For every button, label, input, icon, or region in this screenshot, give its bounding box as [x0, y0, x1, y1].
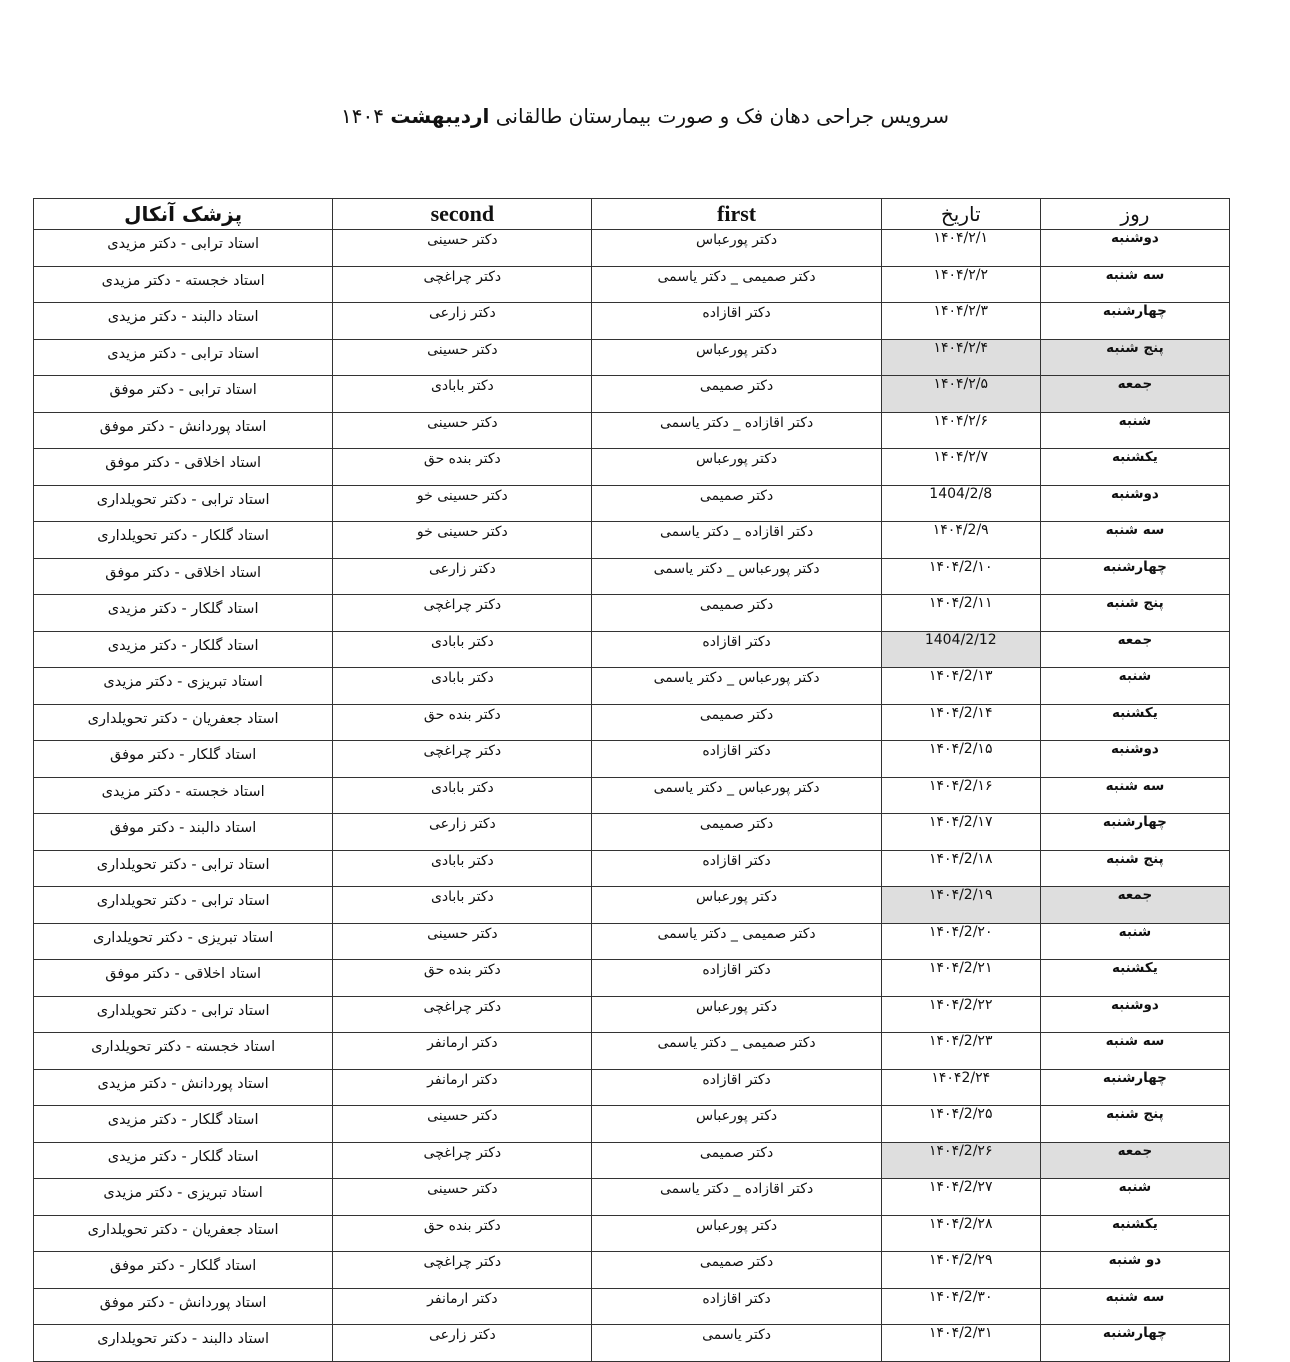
date-cell: ۱۴۰۴/2/۱۶	[881, 777, 1040, 814]
header-attending: پزشک آنکال	[34, 199, 333, 230]
date-cell: ۱۴۰۴/2/۱۳	[881, 668, 1040, 705]
attending-cell: استاد پوردانش - دکتر موفق	[34, 412, 333, 449]
second-cell: دکتر زارعی	[333, 814, 592, 851]
date-cell: ۱۴۰۴/2/۱۷	[881, 814, 1040, 851]
second-cell: دکتر چراغچی	[333, 595, 592, 632]
second-cell: دکتر بابادی	[333, 777, 592, 814]
second-cell: دکتر بابادی	[333, 631, 592, 668]
first-cell: دکتر پورعباس	[592, 449, 881, 486]
day-cell: پنج شنبه	[1040, 1106, 1229, 1143]
second-cell: دکتر چراغچی	[333, 741, 592, 778]
first-cell: دکتر صمیمی	[592, 376, 881, 413]
table-row	[34, 668, 1230, 705]
table-row	[34, 960, 1230, 997]
day-cell: سه شنبه	[1040, 1288, 1229, 1325]
first-cell: دکتر صمیمی	[592, 595, 881, 632]
first-cell: دکتر اقازاده	[592, 850, 881, 887]
date-cell: ۱۴۰۴/2/۱۸	[881, 850, 1040, 887]
header-date: تاریخ	[881, 199, 1040, 230]
table-row	[34, 412, 1230, 449]
second-cell: دکتر چراغچی	[333, 1142, 592, 1179]
attending-cell: استاد خجسته - دکتر مزیدی	[34, 266, 333, 303]
day-cell: شنبه	[1040, 1179, 1229, 1216]
first-cell: دکتر اقازاده _ دکتر یاسمی	[592, 1179, 881, 1216]
table-row	[34, 303, 1230, 340]
first-cell: دکتر صمیمی _ دکتر یاسمی	[592, 923, 881, 960]
first-cell: دکتر یاسمی	[592, 1325, 881, 1362]
second-cell: دکتر بنده حق	[333, 704, 592, 741]
first-cell: دکتر صمیمی	[592, 1142, 881, 1179]
table-row	[34, 777, 1230, 814]
attending-cell: استاد اخلاقی - دکتر موفق	[34, 558, 333, 595]
attending-cell: استاد گلکار - دکتر موفق	[34, 741, 333, 778]
table-row	[34, 230, 1230, 267]
first-cell: دکتر اقازاده	[592, 1288, 881, 1325]
date-cell: 1404/2/12	[881, 631, 1040, 668]
attending-cell: استاد پوردانش - دکتر موفق	[34, 1288, 333, 1325]
header-day: روز	[1040, 199, 1229, 230]
table-row	[34, 1142, 1230, 1179]
table-row	[34, 1288, 1230, 1325]
day-cell: دوشنبه	[1040, 485, 1229, 522]
day-cell: چهارشنبه	[1040, 303, 1229, 340]
day-cell: سه شنبه	[1040, 522, 1229, 559]
date-cell: ۱۴۰۴/2/۹	[881, 522, 1040, 559]
table-row	[34, 485, 1230, 522]
table-row	[34, 631, 1230, 668]
table-row	[34, 850, 1230, 887]
title-year: ۱۴۰۴	[341, 104, 391, 128]
first-cell: دکتر پورعباس _ دکتر یاسمی	[592, 558, 881, 595]
first-cell: دکتر صمیمی _ دکتر یاسمی	[592, 266, 881, 303]
first-cell: دکتر اقازاده	[592, 303, 881, 340]
table-row	[34, 339, 1230, 376]
first-cell: دکتر پورعباس _ دکتر یاسمی	[592, 777, 881, 814]
date-cell: ۱۴۰۴/2/۲۱	[881, 960, 1040, 997]
day-cell: شنبه	[1040, 923, 1229, 960]
attending-cell: استاد تبریزی - دکتر تحویلداری	[34, 923, 333, 960]
day-cell: چهارشنبه	[1040, 814, 1229, 851]
date-cell: ۱۴۰۴/2/۲۶	[881, 1142, 1040, 1179]
first-cell: دکتر صمیمی	[592, 814, 881, 851]
date-cell: ۱۴۰۴/۲/۷	[881, 449, 1040, 486]
day-cell: سه شنبه	[1040, 1033, 1229, 1070]
second-cell: دکتر بابادی	[333, 850, 592, 887]
day-cell: جمعه	[1040, 631, 1229, 668]
first-cell: دکتر اقازاده	[592, 631, 881, 668]
attending-cell: استاد ترابی - دکتر مزیدی	[34, 339, 333, 376]
date-cell: ۱۴۰۴/2/۲۳	[881, 1033, 1040, 1070]
second-cell: دکتر ارمانفر	[333, 1069, 592, 1106]
table-row	[34, 1325, 1230, 1362]
date-cell: ۱۴۰۴/۲/۴	[881, 339, 1040, 376]
first-cell: دکتر اقازاده	[592, 741, 881, 778]
table-row	[34, 522, 1230, 559]
header-row	[34, 199, 1230, 230]
date-cell: ۱۴۰۴/۲/۳	[881, 303, 1040, 340]
date-cell: 1404/2/8	[881, 485, 1040, 522]
second-cell: دکتر ارمانفر	[333, 1288, 592, 1325]
first-cell: دکتر پورعباس	[592, 230, 881, 267]
attending-cell: استاد ترابی - دکتر تحویلداری	[34, 850, 333, 887]
second-cell: دکتر زارعی	[333, 1325, 592, 1362]
date-cell: ۱۴۰۴/2/۲۸	[881, 1215, 1040, 1252]
second-cell: دکتر ارمانفر	[333, 1033, 592, 1070]
attending-cell: استاد پوردانش - دکتر مزیدی	[34, 1069, 333, 1106]
attending-cell: استاد تبریزی - دکتر مزیدی	[34, 1179, 333, 1216]
second-cell: دکتر بنده حق	[333, 960, 592, 997]
first-cell: دکتر صمیمی	[592, 704, 881, 741]
attending-cell: استاد گلکار - دکتر موفق	[34, 1252, 333, 1289]
table-row	[34, 376, 1230, 413]
first-cell: دکتر اقازاده	[592, 960, 881, 997]
attending-cell: استاد ترابی - دکتر تحویلداری	[34, 485, 333, 522]
table-row	[34, 449, 1230, 486]
on-call-schedule-table	[33, 198, 1230, 1362]
day-cell: یکشنبه	[1040, 449, 1229, 486]
second-cell: دکتر بابادی	[333, 887, 592, 924]
attending-cell: استاد دالبند - دکتر مزیدی	[34, 303, 333, 340]
attending-cell: استاد خجسته - دکتر مزیدی	[34, 777, 333, 814]
second-cell: دکتر زارعی	[333, 558, 592, 595]
date-cell: ۱۴۰۴2/۲۴	[881, 1069, 1040, 1106]
second-cell: دکتر چراغچی	[333, 996, 592, 1033]
day-cell: پنج شنبه	[1040, 850, 1229, 887]
date-cell: ۱۴۰۴/۲/۱	[881, 230, 1040, 267]
day-cell: دوشنبه	[1040, 741, 1229, 778]
table-row	[34, 266, 1230, 303]
first-cell: دکتر پورعباس	[592, 339, 881, 376]
table-row	[34, 887, 1230, 924]
first-cell: دکتر پورعباس _ دکتر یاسمی	[592, 668, 881, 705]
table-row	[34, 1252, 1230, 1289]
attending-cell: استاد گلکار - دکتر تحویلداری	[34, 522, 333, 559]
date-cell: ۱۴۰۴/2/۲۲	[881, 996, 1040, 1033]
table-row	[34, 741, 1230, 778]
second-cell: دکتر حسینی	[333, 339, 592, 376]
table-row	[34, 1033, 1230, 1070]
second-cell: دکتر بابادی	[333, 376, 592, 413]
table-row	[34, 558, 1230, 595]
title-month: اردیبهشت	[390, 104, 490, 128]
day-cell: دوشنبه	[1040, 230, 1229, 267]
second-cell: دکتر بنده حق	[333, 449, 592, 486]
attending-cell: استاد ترابی - دکتر مزیدی	[34, 230, 333, 267]
attending-cell: استاد تبریزی - دکتر مزیدی	[34, 668, 333, 705]
title-text: سرویس جراحی دهان فک و صورت بیمارستان طالقانی	[489, 104, 949, 128]
table-row	[34, 595, 1230, 632]
day-cell: چهارشنبه	[1040, 1325, 1229, 1362]
day-cell: چهارشنبه	[1040, 558, 1229, 595]
second-cell: دکتر بنده حق	[333, 1215, 592, 1252]
first-cell: دکتر اقازاده _ دکتر یاسمی	[592, 412, 881, 449]
date-cell: ۱۴۰۴/2/۲۷	[881, 1179, 1040, 1216]
attending-cell: استاد گلکار - دکتر مزیدی	[34, 631, 333, 668]
attending-cell: استاد گلکار - دکتر مزیدی	[34, 1106, 333, 1143]
schedule-body	[34, 230, 1230, 1362]
day-cell: سه شنبه	[1040, 777, 1229, 814]
day-cell: یکشنبه	[1040, 960, 1229, 997]
first-cell: دکتر پورعباس	[592, 996, 881, 1033]
second-cell: دکتر زارعی	[333, 303, 592, 340]
date-cell: ۱۴۰۴/۲/۲	[881, 266, 1040, 303]
date-cell: ۱۴۰۴/۲/۶	[881, 412, 1040, 449]
day-cell: جمعه	[1040, 887, 1229, 924]
second-cell: دکتر چراغچی	[333, 1252, 592, 1289]
first-cell: دکتر پورعباس	[592, 887, 881, 924]
header-first: first	[592, 199, 881, 230]
day-cell: دو شنبه	[1040, 1252, 1229, 1289]
attending-cell: استاد گلکار - دکتر مزیدی	[34, 1142, 333, 1179]
date-cell: ۱۴۰۴/2/۲۵	[881, 1106, 1040, 1143]
day-cell: پنج شنبه	[1040, 595, 1229, 632]
day-cell: شنبه	[1040, 668, 1229, 705]
attending-cell: استاد دالبند - دکتر تحویلداری	[34, 1325, 333, 1362]
first-cell: دکتر اقازاده _ دکتر یاسمی	[592, 522, 881, 559]
date-cell: ۱۴۰۴/۲/۵	[881, 376, 1040, 413]
date-cell: ۱۴۰۴/2/۲۹	[881, 1252, 1040, 1289]
second-cell: دکتر حسینی خو	[333, 522, 592, 559]
attending-cell: استاد گلکار - دکتر مزیدی	[34, 595, 333, 632]
attending-cell: استاد جعفریان - دکتر تحویلداری	[34, 704, 333, 741]
date-cell: ۱۴۰۴/2/۱۹	[881, 887, 1040, 924]
second-cell: دکتر حسینی خو	[333, 485, 592, 522]
attending-cell: استاد خجسته - دکتر تحویلداری	[34, 1033, 333, 1070]
date-cell: ۱۴۰۴/2/۳۱	[881, 1325, 1040, 1362]
second-cell: دکتر حسینی	[333, 230, 592, 267]
first-cell: دکتر صمیمی _ دکتر یاسمی	[592, 1033, 881, 1070]
second-cell: دکتر حسینی	[333, 412, 592, 449]
table-row	[34, 1215, 1230, 1252]
first-cell: دکتر صمیمی	[592, 485, 881, 522]
day-cell: چهارشنبه	[1040, 1069, 1229, 1106]
first-cell: دکتر اقازاده	[592, 1069, 881, 1106]
table-row	[34, 1069, 1230, 1106]
date-cell: ۱۴۰۴/2/۱۰	[881, 558, 1040, 595]
attending-cell: استاد اخلاقی - دکتر موفق	[34, 449, 333, 486]
table-row	[34, 1106, 1230, 1143]
day-cell: دوشنبه	[1040, 996, 1229, 1033]
second-cell: دکتر حسینی	[333, 923, 592, 960]
date-cell: ۱۴۰۴/2/۱۱	[881, 595, 1040, 632]
table-row	[34, 814, 1230, 851]
day-cell: جمعه	[1040, 376, 1229, 413]
date-cell: ۱۴۰۴/2/۲۰	[881, 923, 1040, 960]
day-cell: شنبه	[1040, 412, 1229, 449]
table-row	[34, 704, 1230, 741]
day-cell: سه شنبه	[1040, 266, 1229, 303]
first-cell: دکتر پورعباس	[592, 1215, 881, 1252]
table-row	[34, 923, 1230, 960]
header-second: second	[333, 199, 592, 230]
second-cell: دکتر حسینی	[333, 1179, 592, 1216]
table-row	[34, 996, 1230, 1033]
day-cell: یکشنبه	[1040, 1215, 1229, 1252]
attending-cell: استاد ترابی - دکتر تحویلداری	[34, 887, 333, 924]
date-cell: ۱۴۰۴/2/۳۰	[881, 1288, 1040, 1325]
attending-cell: استاد ترابی - دکتر تحویلداری	[34, 996, 333, 1033]
first-cell: دکتر صمیمی	[592, 1252, 881, 1289]
date-cell: ۱۴۰۴/2/۱۵	[881, 741, 1040, 778]
attending-cell: استاد دالبند - دکتر موفق	[34, 814, 333, 851]
attending-cell: استاد ترابی - دکتر موفق	[34, 376, 333, 413]
attending-cell: استاد اخلاقی - دکتر موفق	[34, 960, 333, 997]
attending-cell: استاد جعفریان - دکتر تحویلداری	[34, 1215, 333, 1252]
table-row	[34, 1179, 1230, 1216]
day-cell: پنج شنبه	[1040, 339, 1229, 376]
date-cell: ۱۴۰۴/2/۱۴	[881, 704, 1040, 741]
second-cell: دکتر بابادی	[333, 668, 592, 705]
day-cell: جمعه	[1040, 1142, 1229, 1179]
second-cell: دکتر حسینی	[333, 1106, 592, 1143]
second-cell: دکتر چراغچی	[333, 266, 592, 303]
first-cell: دکتر پورعباس	[592, 1106, 881, 1143]
page-title	[0, 104, 1290, 128]
day-cell: یکشنبه	[1040, 704, 1229, 741]
